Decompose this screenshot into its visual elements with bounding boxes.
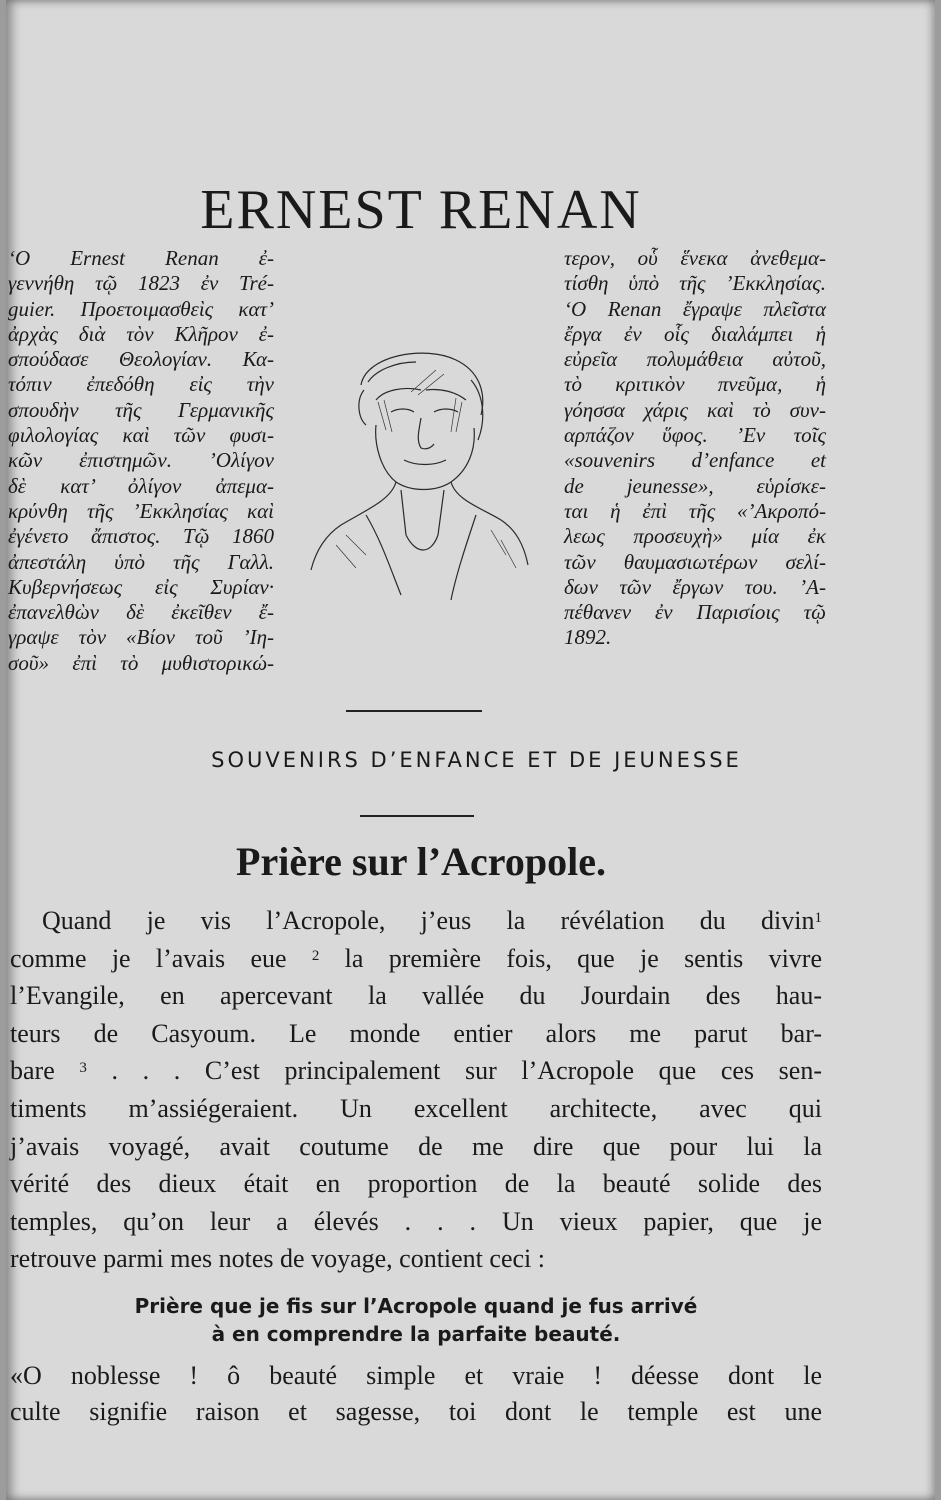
bio-line: ‘Ο Ernest Renan ἐ- xyxy=(8,246,274,270)
bio-line: ἐπανελθὼν δὲ ἐκεῖθεν ἔ- xyxy=(8,600,274,625)
bio-line: κρύνθη τῆς ’Εκκλησίας καὶ xyxy=(8,498,274,523)
bio-line: γεννήθη τῷ 1823 ἐν Tré- xyxy=(8,271,274,296)
body-line: timents m’assiégeraient. Un excellent architecte, avec qui xyxy=(10,1093,822,1123)
prayer-paragraph xyxy=(10,1358,822,1430)
bio-line: 1892. xyxy=(564,625,612,650)
divider-rule xyxy=(360,815,474,817)
bio-line: ται ἡ ἐπὶ τῆς «’Ακροπό- xyxy=(564,498,826,523)
bio-line: σπούδασε Θεολογίαν. Κα- xyxy=(8,347,274,372)
body-line: j’avais voyagé, avait coutume de me dire que pour lui la xyxy=(10,1131,822,1161)
bio-line: ἀρχὰς διὰ τὸν Κλῆρον ἐ- xyxy=(8,321,274,346)
body-line: «O noblesse ! ô beauté simple et vraie ! déesse dont le xyxy=(10,1361,822,1390)
bio-line: ἐγένετο ἄπιστος. Τῷ 1860 xyxy=(8,524,274,549)
subheading-line: Prière que je fis sur l’Acropole quand je fus arrivé xyxy=(134,1294,698,1318)
bio-line: «souvenirs d’enfance et xyxy=(564,448,826,473)
body-line: vérité des dieux était en proportion de la beauté solide des xyxy=(10,1169,822,1199)
bio-line: φιλολογίας καὶ τῶν φυσι- xyxy=(8,423,274,448)
book-page xyxy=(6,0,935,1500)
bio-line: de jeunesse», εὑρίσκε- xyxy=(564,473,826,498)
bio-line: λεως προσευχὴ» μία ἐκ xyxy=(564,524,826,549)
bio-line: τῶν θαυμασιωτέρων σελί- xyxy=(564,549,826,574)
body-line: culte signifie raison et sagesse, toi dont le temple est une xyxy=(10,1397,822,1426)
body-paragraph xyxy=(10,902,822,1278)
footnote-marker: 3 xyxy=(79,1060,87,1077)
body-line: Quand je vis l’Acropole, j’eus la révélation du divin$^1$ xyxy=(42,906,822,935)
renan-portrait-engraving xyxy=(306,340,531,605)
body-line: temples, qu’on leur a élevés . . . Un vieux papier, que je xyxy=(10,1206,822,1236)
bio-line: σοῦ» ἐπὶ τὸ μυθιστορικώ- xyxy=(8,650,274,675)
bio-line: τερον, οὗ ἕνεκα ἀνεθεμα- xyxy=(564,246,826,270)
bio-left-column xyxy=(8,246,274,676)
bio-line: τόπιν ἐπεδόθη εἰς τὴν xyxy=(8,372,274,397)
bio-line: γόησσα χάρις καὶ τὸ συν- xyxy=(564,397,826,422)
body-line: comme je l’avais eue $^2$ la première fois, que je sentis vivre xyxy=(10,943,823,973)
body-line: bare $^3$ . . . C’est principalement sur l’Acropole que ces sen- xyxy=(10,1056,823,1086)
bio-line: ἀπεστάλη ὑπὸ τῆς Γαλλ. xyxy=(8,549,274,574)
bio-line: γραψε τὸν «Βίον τοῦ ’Ιη- xyxy=(8,625,274,650)
bio-line: δὲ κατ’ ὀλίγον ἀπεμα- xyxy=(8,473,274,498)
page-title: ERNEST RENAN xyxy=(200,179,642,241)
bio-line: αρπάζον ὕφος. ’Εν τοῖς xyxy=(564,423,826,448)
bio-line: δων τῶν ἔργων του. ’Α- xyxy=(564,574,826,599)
bio-line: guier. Προετοιμασθεὶς κατ’ xyxy=(8,296,274,321)
bio-line: ἔργα ἐν οἷς διαλάμπει ἡ xyxy=(564,321,826,346)
subheading-line: à en comprendre la parfaite beauté. xyxy=(211,1322,621,1346)
bio-line: τὸ κριτικὸν πνεῦμα, ἡ xyxy=(564,372,826,397)
prayer-subheading xyxy=(6,1292,826,1348)
bio-line: σπουδὴν τῆς Γερμανικῆς xyxy=(8,397,274,422)
bio-line: τίσθη ὑπὸ τῆς ’Εκκλησίας. xyxy=(564,271,826,296)
bio-line: ‘Ο Renan ἔγραψε πλεῖστα xyxy=(564,296,826,321)
bio-line: εὐρεῖα πολυμάθεια αὐτοῦ, xyxy=(564,347,826,372)
footnote-marker: 2 xyxy=(311,947,320,964)
bio-line: πέθανεν ἐν Παρισίοις τῷ xyxy=(564,600,826,625)
bio-line: κῶν ἐπιστημῶν. ’Ολίγον xyxy=(8,448,274,473)
chapter-title: Prière sur l’Acropole. xyxy=(236,839,606,884)
bio-line: Κυβερνήσεως εἰς Συρίαν· xyxy=(8,574,274,599)
body-line: retrouve parmi mes notes de voyage, contient ceci : xyxy=(10,1244,545,1274)
body-line: teurs de Casyoum. Le monde entier alors me parut bar- xyxy=(10,1018,822,1048)
divider-rule xyxy=(346,710,482,712)
section-heading: SOUVENIRS D’ENFANCE ET DE JEUNESSE xyxy=(211,748,742,772)
bio-right-column xyxy=(564,246,826,651)
footnote-marker: 1 xyxy=(814,910,822,926)
body-line: l’Evangile, en apercevant la vallée du Jourdain des hau- xyxy=(10,981,822,1011)
